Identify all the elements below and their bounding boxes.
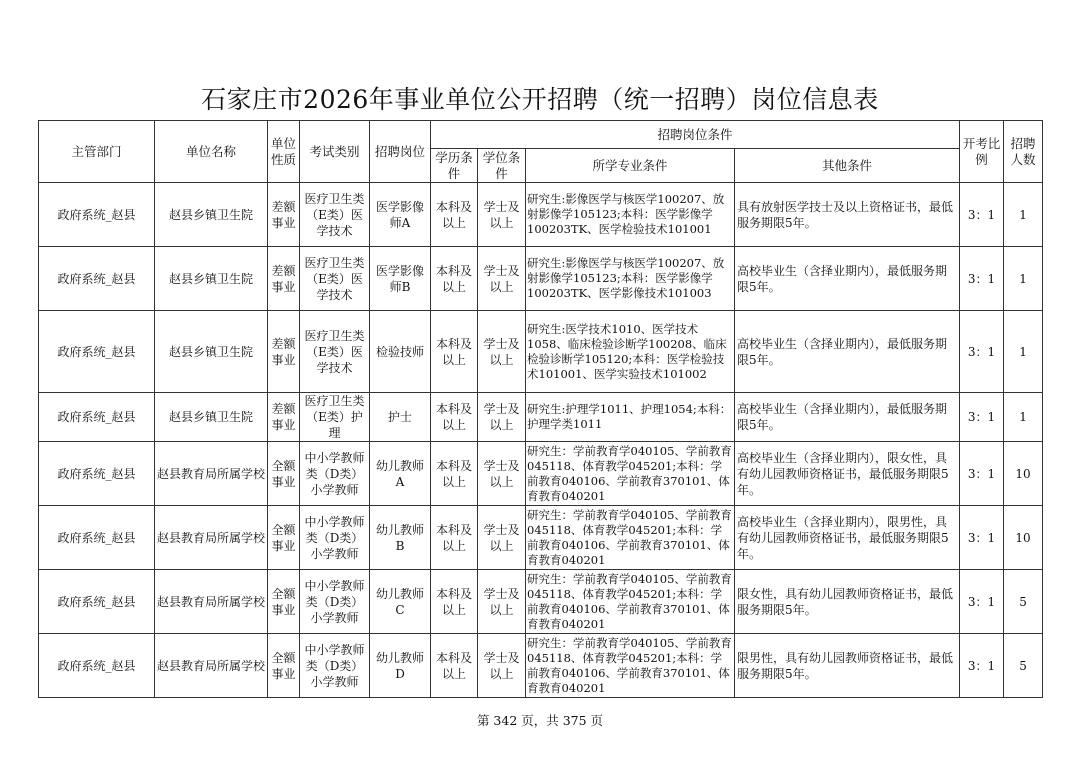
cell-unit: 赵县教育局所属学校 [155, 506, 268, 570]
page-footer: 第 342 页，共 375 页 [476, 713, 604, 728]
cell-nature: 差额事业 [268, 393, 300, 442]
cell-post: 检验技师 [370, 311, 431, 393]
cell-ratio: 3：1 [960, 506, 1004, 570]
cell-edu: 本科及以上 [431, 570, 478, 634]
cell-major: 研究生:护理学1011、护理1054;本科：护理学类1011 [526, 393, 735, 442]
cell-major: 研究生:医学技术1010、医学技术1058、临床检验诊断学100208、临床检验诊断学105120;本科：医学检验技术101001、医学实验技术101002 [526, 311, 735, 393]
cell-other: 高校毕业生（含择业期内），限男性，具有幼儿园教师资格证书，最低服务期限5年。 [735, 506, 960, 570]
cell-edu: 本科及以上 [431, 247, 478, 311]
cell-other: 高校毕业生（含择业期内），最低服务期限5年。 [735, 311, 960, 393]
cell-edu: 本科及以上 [431, 311, 478, 393]
cell-nature: 差额事业 [268, 311, 300, 393]
table-row [39, 506, 1043, 570]
cell-post: 医学影像师A [370, 183, 431, 247]
cell-nature: 差额事业 [268, 183, 300, 247]
header-ratio: 开考比例 [960, 121, 1004, 183]
cell-edu: 本科及以上 [431, 442, 478, 506]
cell-dept: 政府系统_赵县 [39, 183, 155, 247]
cell-ratio: 3：1 [960, 634, 1004, 698]
cell-unit: 赵县乡镇卫生院 [155, 247, 268, 311]
job-table [38, 120, 1043, 698]
header-dept: 主管部门 [39, 121, 155, 183]
cell-other: 限男性，具有幼儿园教师资格证书，最低服务期限5年。 [735, 634, 960, 698]
table-row [39, 311, 1043, 393]
cell-unit: 赵县乡镇卫生院 [155, 393, 268, 442]
cell-ratio: 3：1 [960, 442, 1004, 506]
table-row [39, 247, 1043, 311]
cell-degree: 学士及以上 [478, 506, 526, 570]
header-count: 招聘人数 [1004, 121, 1043, 183]
cell-count: 5 [1004, 570, 1043, 634]
cell-degree: 学士及以上 [478, 393, 526, 442]
cell-dept: 政府系统_赵县 [39, 570, 155, 634]
cell-nature: 全额事业 [268, 634, 300, 698]
header-nature: 单位性质 [268, 121, 300, 183]
cell-degree: 学士及以上 [478, 634, 526, 698]
cell-nature: 全额事业 [268, 506, 300, 570]
cell-nature: 差额事业 [268, 247, 300, 311]
header-conditions: 招聘岗位条件 [431, 121, 960, 149]
cell-other: 限女性，具有幼儿园教师资格证书，最低服务期限5年。 [735, 570, 960, 634]
cell-unit: 赵县教育局所属学校 [155, 442, 268, 506]
cell-dept: 政府系统_赵县 [39, 393, 155, 442]
cell-exam: 医疗卫生类（E类）护理 [300, 393, 370, 442]
cell-dept: 政府系统_赵县 [39, 311, 155, 393]
cell-degree: 学士及以上 [478, 311, 526, 393]
cell-exam: 中小学教师类（D类）小学教师 [300, 570, 370, 634]
cell-major: 研究生：学前教育学040105、学前教育045118、体育教学045201;本科：学前教育040106、学前教育370101、体育教育040201 [526, 634, 735, 698]
table-row [39, 570, 1043, 634]
cell-count: 10 [1004, 442, 1043, 506]
cell-post: 幼儿教师A [370, 442, 431, 506]
cell-dept: 政府系统_赵县 [39, 247, 155, 311]
cell-major: 研究生：学前教育学040105、学前教育045118、体育教学045201;本科：学前教育040106、学前教育370101、体育教育040201 [526, 570, 735, 634]
cell-dept: 政府系统_赵县 [39, 506, 155, 570]
cell-unit: 赵县乡镇卫生院 [155, 183, 268, 247]
cell-ratio: 3：1 [960, 570, 1004, 634]
page-title: 石家庄市2026年事业单位公开招聘（统一招聘）岗位信息表 [201, 85, 879, 114]
cell-degree: 学士及以上 [478, 247, 526, 311]
table-row [39, 393, 1043, 442]
cell-degree: 学士及以上 [478, 183, 526, 247]
cell-count: 1 [1004, 311, 1043, 393]
cell-edu: 本科及以上 [431, 634, 478, 698]
cell-post: 幼儿教师B [370, 506, 431, 570]
cell-ratio: 3：1 [960, 183, 1004, 247]
cell-other: 高校毕业生（含择业期内），限女性，具有幼儿园教师资格证书，最低服务期限5年。 [735, 442, 960, 506]
cell-unit: 赵县乡镇卫生院 [155, 311, 268, 393]
cell-edu: 本科及以上 [431, 393, 478, 442]
cell-exam: 医疗卫生类（E类）医学技术 [300, 247, 370, 311]
cell-ratio: 3：1 [960, 311, 1004, 393]
cell-exam: 中小学教师类（D类）小学教师 [300, 442, 370, 506]
cell-edu: 本科及以上 [431, 183, 478, 247]
cell-dept: 政府系统_赵县 [39, 634, 155, 698]
cell-other: 具有放射医学技士及以上资格证书，最低服务期限5年。 [735, 183, 960, 247]
cell-post: 幼儿教师C [370, 570, 431, 634]
header-exam: 考试类别 [300, 121, 370, 183]
cell-degree: 学士及以上 [478, 570, 526, 634]
cell-count: 5 [1004, 634, 1043, 698]
table-row [39, 183, 1043, 247]
header-edu: 学历条件 [431, 149, 478, 183]
cell-other: 高校毕业生（含择业期内），最低服务期限5年。 [735, 247, 960, 311]
cell-major: 研究生:影像医学与核医学100207、放射影像学105123;本科：医学影像学100203TK、医学检验技术101001 [526, 183, 735, 247]
cell-exam: 中小学教师类（D类）小学教师 [300, 506, 370, 570]
cell-major: 研究生:影像医学与核医学100207、放射影像学105123;本科：医学影像学100203TK、医学影像技术101003 [526, 247, 735, 311]
cell-post: 医学影像师B [370, 247, 431, 311]
header-unit: 单位名称 [155, 121, 268, 183]
header-other: 其他条件 [735, 149, 960, 183]
cell-ratio: 3：1 [960, 393, 1004, 442]
header-major: 所学专业条件 [526, 149, 735, 183]
cell-unit: 赵县教育局所属学校 [155, 634, 268, 698]
cell-count: 10 [1004, 506, 1043, 570]
table-row [39, 442, 1043, 506]
cell-exam: 医疗卫生类（E类）医学技术 [300, 311, 370, 393]
table-row [39, 634, 1043, 698]
cell-dept: 政府系统_赵县 [39, 442, 155, 506]
cell-post: 护士 [370, 393, 431, 442]
cell-degree: 学士及以上 [478, 442, 526, 506]
cell-post: 幼儿教师D [370, 634, 431, 698]
cell-count: 1 [1004, 393, 1043, 442]
cell-count: 1 [1004, 247, 1043, 311]
cell-unit: 赵县教育局所属学校 [155, 570, 268, 634]
cell-edu: 本科及以上 [431, 506, 478, 570]
cell-exam: 医疗卫生类（E类）医学技术 [300, 183, 370, 247]
header-degree: 学位条件 [478, 149, 526, 183]
cell-nature: 全额事业 [268, 570, 300, 634]
header-post: 招聘岗位 [370, 121, 431, 183]
cell-major: 研究生：学前教育学040105、学前教育045118、体育教学045201;本科：学前教育040106、学前教育370101、体育教育040201 [526, 442, 735, 506]
cell-ratio: 3：1 [960, 247, 1004, 311]
cell-nature: 全额事业 [268, 442, 300, 506]
cell-count: 1 [1004, 183, 1043, 247]
cell-other: 高校毕业生（含择业期内），最低服务期限5年。 [735, 393, 960, 442]
cell-major: 研究生：学前教育学040105、学前教育045118、体育教学045201;本科：学前教育040106、学前教育370101、体育教育040201 [526, 506, 735, 570]
cell-exam: 中小学教师类（D类）小学教师 [300, 634, 370, 698]
